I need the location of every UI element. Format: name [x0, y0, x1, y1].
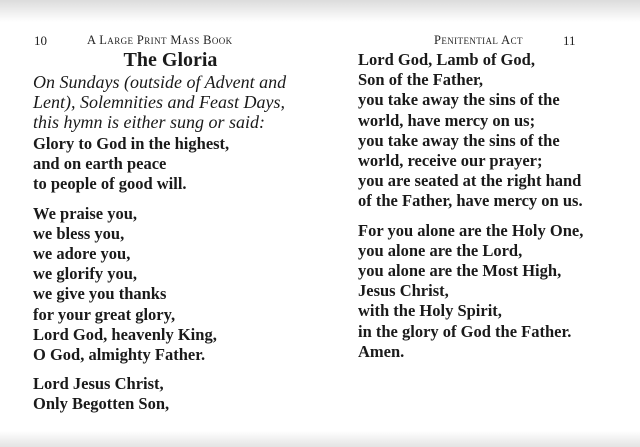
rubric-line: this hymn is either sung or said: [33, 112, 265, 132]
verse-line: you are seated at the right hand [358, 171, 582, 191]
verse-line: with the Holy Spirit, [358, 301, 502, 321]
verse-line: Lord Jesus Christ, [33, 374, 164, 394]
verse-line: of the Father, have mercy on us. [358, 191, 583, 211]
verse-line: Jesus Christ, [358, 281, 449, 301]
stanza [33, 134, 313, 195]
verse-line: world, have mercy on us; [358, 110, 536, 130]
verse-line: you take away the sins of the [358, 130, 560, 150]
right-page-content [358, 50, 640, 371]
verse-line: we adore you, [33, 244, 131, 264]
verse-line: For you alone are the Holy One, [358, 220, 584, 240]
verse-line: and on earth peace [33, 154, 167, 174]
verse-line: we bless you, [33, 223, 125, 243]
verse-line: you take away the sins of the [358, 90, 560, 110]
verse-line: we give you thanks [33, 284, 167, 304]
section-title: The Gloria [123, 49, 218, 71]
verse-line: We praise you, [33, 203, 138, 223]
stanza [33, 204, 313, 366]
verse-line: world, receive our prayer; [358, 151, 543, 171]
stanza [358, 221, 640, 362]
verse-line: Amen. [358, 341, 405, 361]
verse-line: to people of good will. [33, 174, 187, 194]
rubric-instruction [33, 72, 313, 132]
rubric-line: Lent), Solemnities and Feast Days, [33, 92, 285, 112]
page-number-left: 10 [34, 33, 47, 48]
verse-line: you alone are the Most High, [358, 261, 562, 281]
verse-line: Glory to God in the highest, [33, 134, 230, 153]
stanza [33, 374, 313, 414]
verse-line: in the glory of God the Father. [358, 321, 572, 341]
page-number-right: 11 [563, 33, 576, 48]
verse-line: Son of the Father, [358, 70, 483, 90]
stanza [358, 50, 640, 212]
running-head-left: A Large Print Mass Book [87, 33, 233, 47]
verse-line: you alone are the Lord, [358, 240, 523, 260]
verse-line: we glorify you, [33, 264, 138, 284]
verse-line: Only Begotten Son, [33, 394, 170, 414]
right-page [320, 0, 640, 447]
verse-line: O God, almighty Father. [33, 345, 206, 365]
rubric-line: On Sundays (outside of Advent and [33, 72, 287, 92]
left-page-content [33, 49, 313, 424]
bottom-edge-shadow [0, 431, 640, 447]
verse-line: Lord God, Lamb of God, [358, 50, 535, 69]
verse-line: for your great glory, [33, 304, 176, 324]
running-head-right: Penitential Act [434, 33, 523, 47]
verse-line: Lord God, heavenly King, [33, 324, 217, 344]
